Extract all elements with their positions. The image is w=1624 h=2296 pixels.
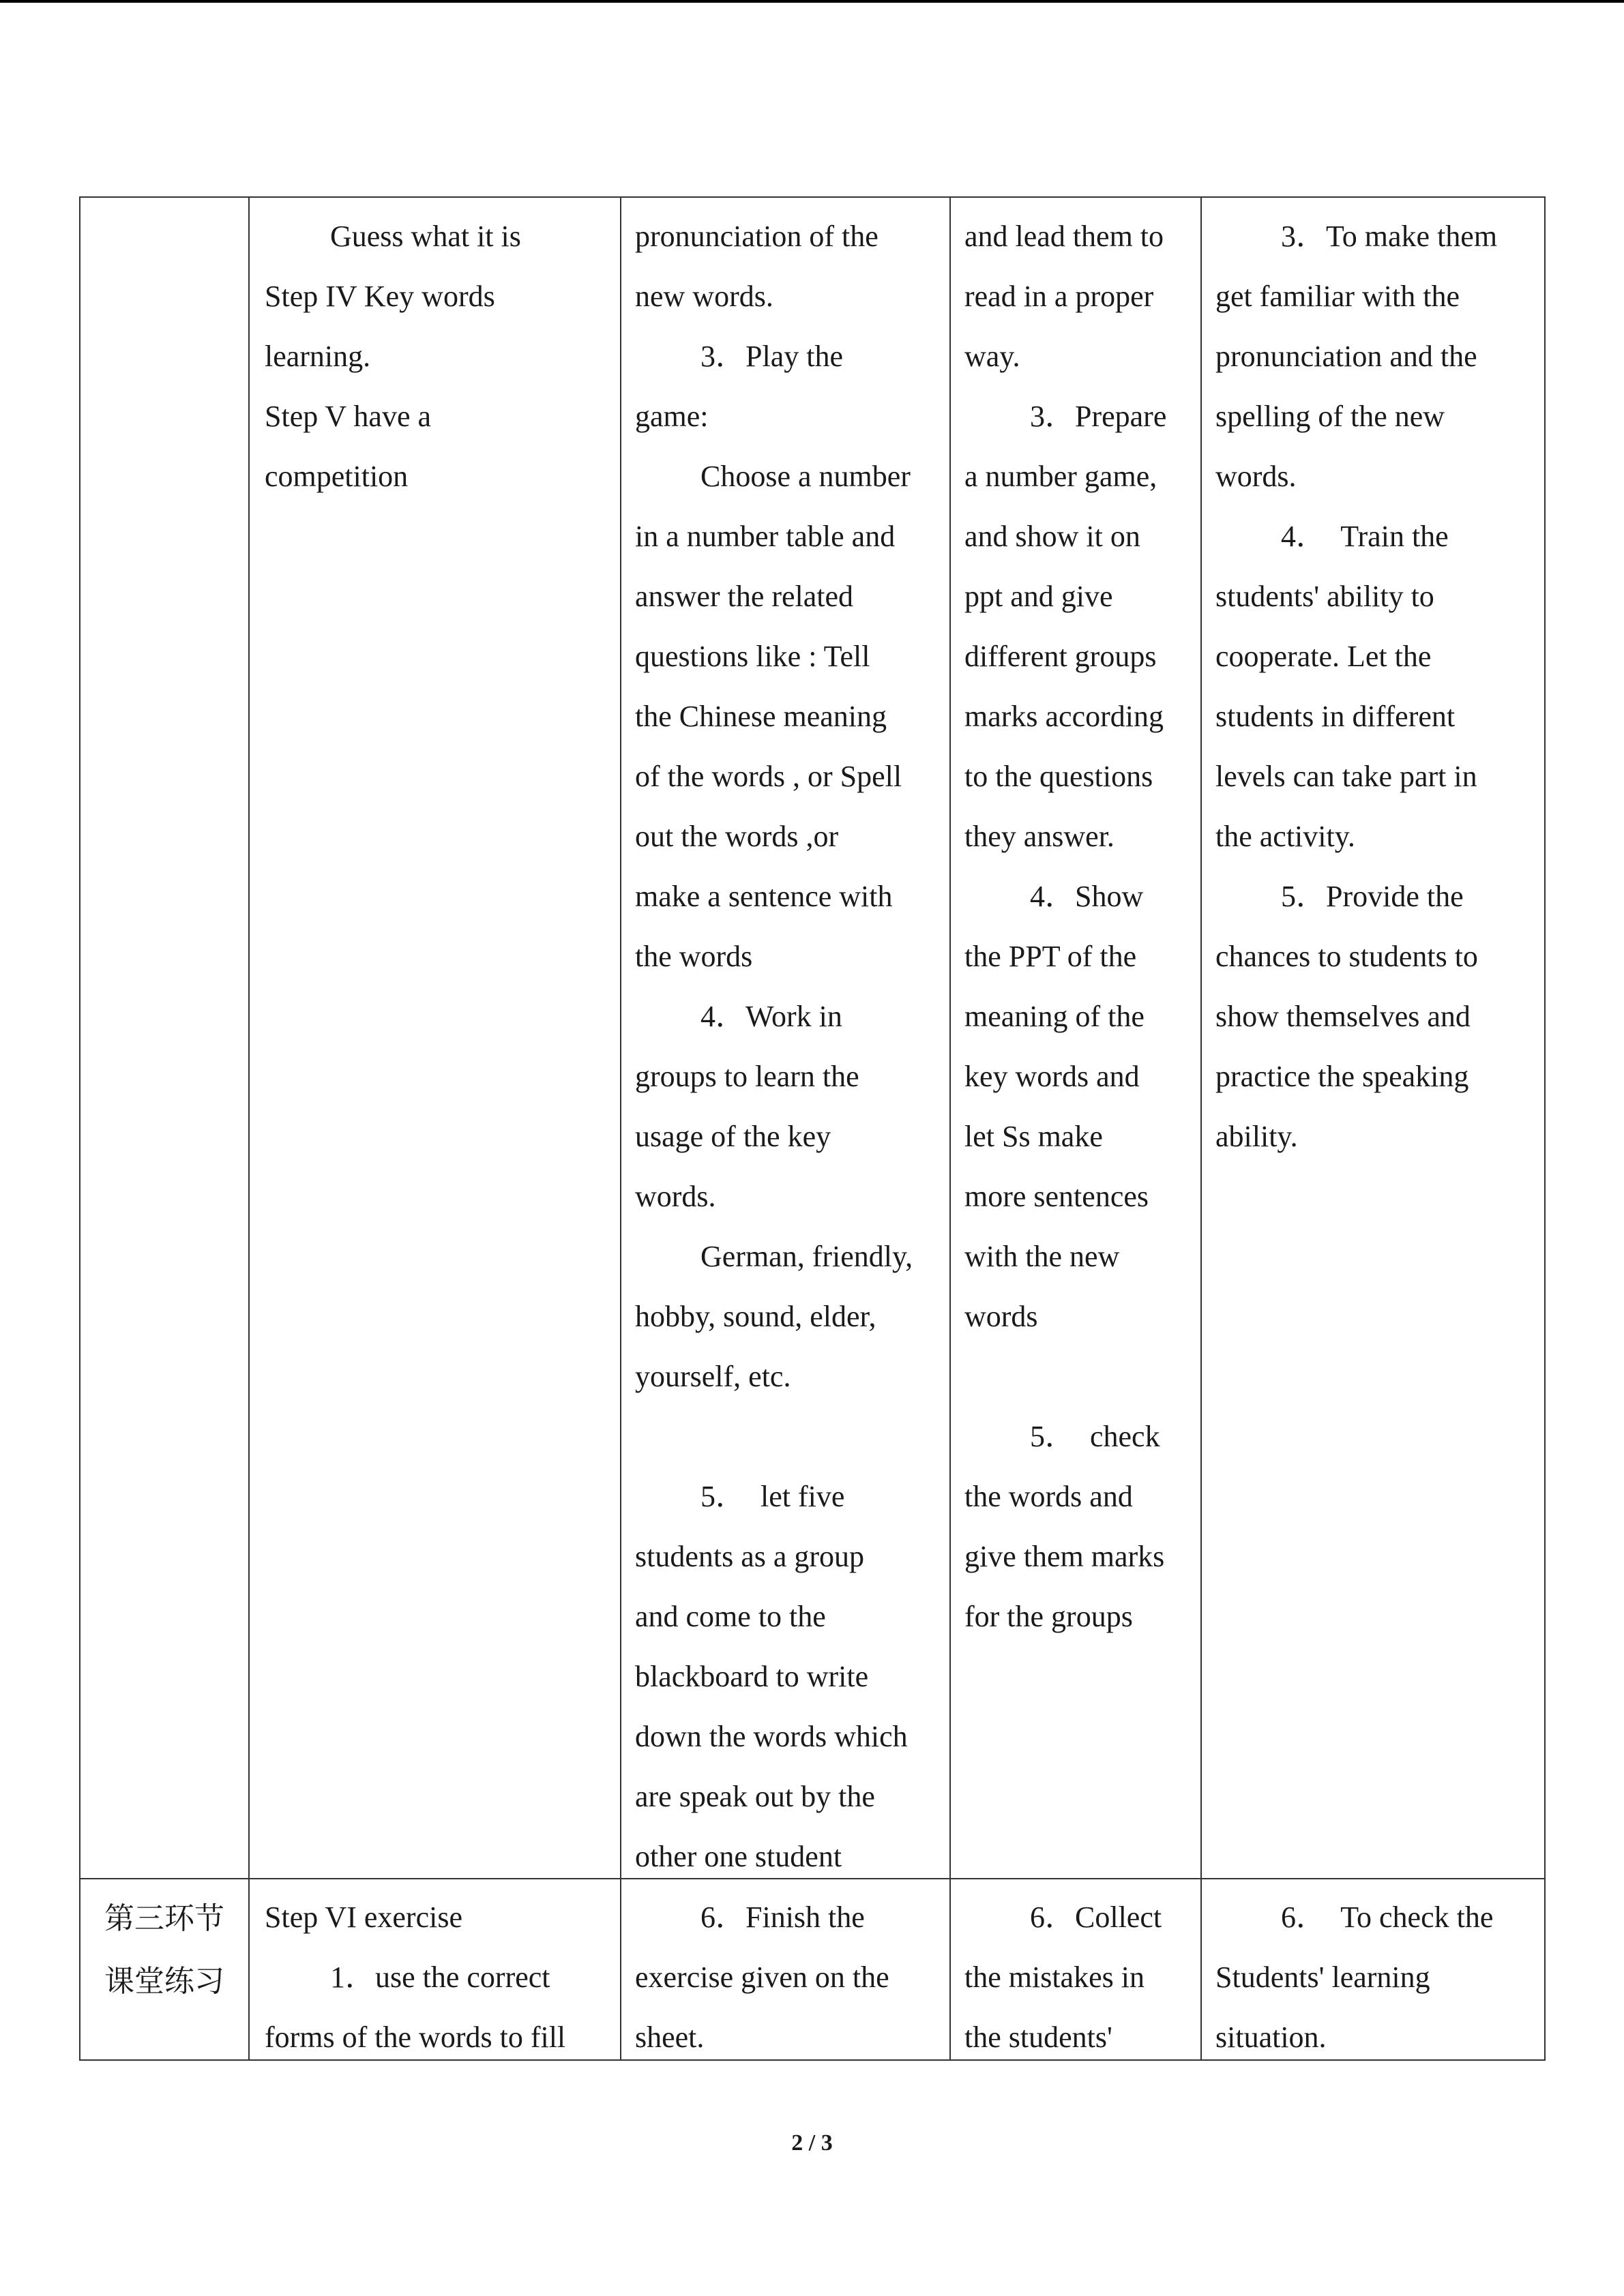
cell-text-line: pronunciation of the: [635, 220, 879, 253]
cell-text-line: a number game,: [964, 460, 1157, 493]
cell-text-line: make a sentence with: [635, 880, 893, 913]
cell-text-line: 第三环节: [104, 1901, 224, 1936]
cell-text-line: 3．Play the: [700, 340, 843, 373]
cell-text-line: and show it on: [964, 520, 1140, 553]
cell-text-line: the words and: [964, 1480, 1133, 1513]
cell-text-line: down the words which: [635, 1720, 908, 1753]
cell-text-line: give them marks: [964, 1540, 1165, 1573]
cell-text-line: the students': [964, 2021, 1112, 2054]
cell-text-line: marks according: [964, 700, 1164, 733]
cell-text-line: Choose a number: [700, 460, 911, 493]
cell-text-line: in a number table and: [635, 520, 896, 553]
cell-text-line: practice the speaking: [1215, 1060, 1469, 1093]
cell-text-line: show themselves and: [1215, 1000, 1471, 1033]
cell-text-line: Students' learning: [1215, 1960, 1430, 1994]
cell-text-line: Step VI exercise: [265, 1900, 462, 1934]
cell-text-line: let Ss make: [964, 1120, 1103, 1153]
cell-text-line: way.: [964, 340, 1020, 373]
cell-text-line: the mistakes in: [964, 1960, 1145, 1994]
cell-text-line: [964, 1347, 1195, 1407]
cell-text-line: students' ability to: [1215, 580, 1434, 613]
row-1-steps-cell: [250, 207, 619, 1877]
cell-text-line: answer the related: [635, 580, 854, 613]
cell-text-line: hobby, sound, elder,: [635, 1300, 876, 1333]
row-1-teacher-activities-cell: [951, 207, 1199, 1877]
cell-text-line: with the new: [964, 1240, 1120, 1273]
cell-text-line: and come to the: [635, 1600, 826, 1633]
row-divider: [80, 1878, 1544, 1879]
cell-text-line: Step IV Key words: [265, 280, 495, 313]
cell-text-line: 4．Show: [1030, 880, 1144, 913]
cell-text-line: usage of the key: [635, 1120, 831, 1153]
cell-text-line: 6． To check the: [1281, 1900, 1494, 1934]
cell-text-line: cooperate. Let the: [1215, 640, 1432, 673]
cell-text-line: [635, 1407, 944, 1467]
cell-text-line: students in different: [1215, 700, 1456, 733]
cell-text-line: 5． let five: [700, 1480, 845, 1513]
cell-text-line: Guess what it is: [330, 220, 521, 253]
cell-text-line: chances to students to: [1215, 940, 1478, 973]
cell-text-line: ability.: [1215, 1120, 1298, 1153]
cell-text-line: more sentences: [964, 1180, 1149, 1213]
cell-text-line: sheet.: [635, 2021, 705, 2054]
cell-text-line: words: [964, 1300, 1038, 1333]
cell-text-line: 1．use the correct: [330, 1960, 550, 1994]
cell-text-line: key words and: [964, 1060, 1140, 1093]
row-1-stage-cell: [80, 198, 248, 1878]
row-2-student-activities-cell: [621, 1888, 948, 2059]
cell-text-line: meaning of the: [964, 1000, 1145, 1033]
cell-text-line: are speak out by the: [635, 1780, 875, 1813]
cell-text-line: new words.: [635, 280, 773, 313]
cell-text-line: 4． Train the: [1281, 520, 1449, 553]
page-number: 2 / 3: [791, 2130, 833, 2156]
cell-text-line: different groups: [964, 640, 1157, 673]
cell-text-line: the Chinese meaning: [635, 700, 887, 733]
cell-text-line: read in a proper: [964, 280, 1154, 313]
cell-text-line: 6．Collect: [1030, 1900, 1162, 1934]
cell-text-line: out the words ,or: [635, 820, 839, 853]
cell-text-line: game:: [635, 400, 709, 433]
cell-text-line: pronunciation and the: [1215, 340, 1477, 373]
cell-text-line: questions like : Tell: [635, 640, 870, 673]
cell-text-line: blackboard to write: [635, 1660, 869, 1693]
cell-text-line: forms of the words to fill: [265, 2021, 566, 2054]
cell-text-line: levels can take part in: [1215, 760, 1477, 793]
cell-text-line: Step V have a: [265, 400, 431, 433]
page-top-border: [0, 0, 1624, 3]
cell-text-line: students as a group: [635, 1540, 865, 1573]
cell-text-line: of the words , or Spell: [635, 760, 902, 793]
cell-text-line: and lead them to: [964, 220, 1164, 253]
cell-text-line: German, friendly,: [700, 1240, 913, 1273]
cell-text-line: 3．To make them: [1281, 220, 1498, 253]
cell-text-line: competition: [265, 460, 409, 493]
row-2-steps-cell: [250, 1888, 619, 2059]
cell-text-line: groups to learn the: [635, 1060, 859, 1093]
cell-text-line: words.: [1215, 460, 1297, 493]
row-1-student-activities-cell: [621, 207, 948, 1877]
cell-text-line: learning.: [265, 340, 371, 373]
row-2-teacher-activities-cell: [951, 1888, 1199, 2059]
cell-text-line: 3．Prepare: [1030, 400, 1167, 433]
cell-text-line: 课堂练习: [104, 1964, 224, 1999]
cell-text-line: exercise given on the: [635, 1960, 889, 1994]
row-2-purposes-cell: [1202, 1888, 1544, 2059]
cell-text-line: other one student: [635, 1840, 842, 1873]
cell-text-line: the words: [635, 940, 753, 973]
cell-text-line: spelling of the new: [1215, 400, 1445, 433]
cell-text-line: ppt and give: [964, 580, 1113, 613]
cell-text-line: 5． check: [1030, 1420, 1160, 1453]
cell-text-line: get familiar with the: [1215, 280, 1460, 313]
cell-text-line: 4．Work in: [700, 1000, 842, 1033]
cell-text-line: the activity.: [1215, 820, 1355, 853]
cell-text-line: 6．Finish the: [700, 1900, 865, 1934]
cell-text-line: they answer.: [964, 820, 1114, 853]
cell-text-line: to the questions: [964, 760, 1153, 793]
cell-text-line: for the groups: [964, 1600, 1133, 1633]
row-2-stage-cell: [80, 1879, 248, 2059]
lesson-plan-table: [79, 196, 1546, 2061]
cell-text-line: situation.: [1215, 2021, 1327, 2054]
cell-text-line: 5．Provide the: [1281, 880, 1464, 913]
row-1-purposes-cell: [1202, 207, 1544, 1877]
cell-text-line: yourself, etc.: [635, 1360, 791, 1393]
cell-text-line: words.: [635, 1180, 716, 1213]
cell-text-line: the PPT of the: [964, 940, 1137, 973]
